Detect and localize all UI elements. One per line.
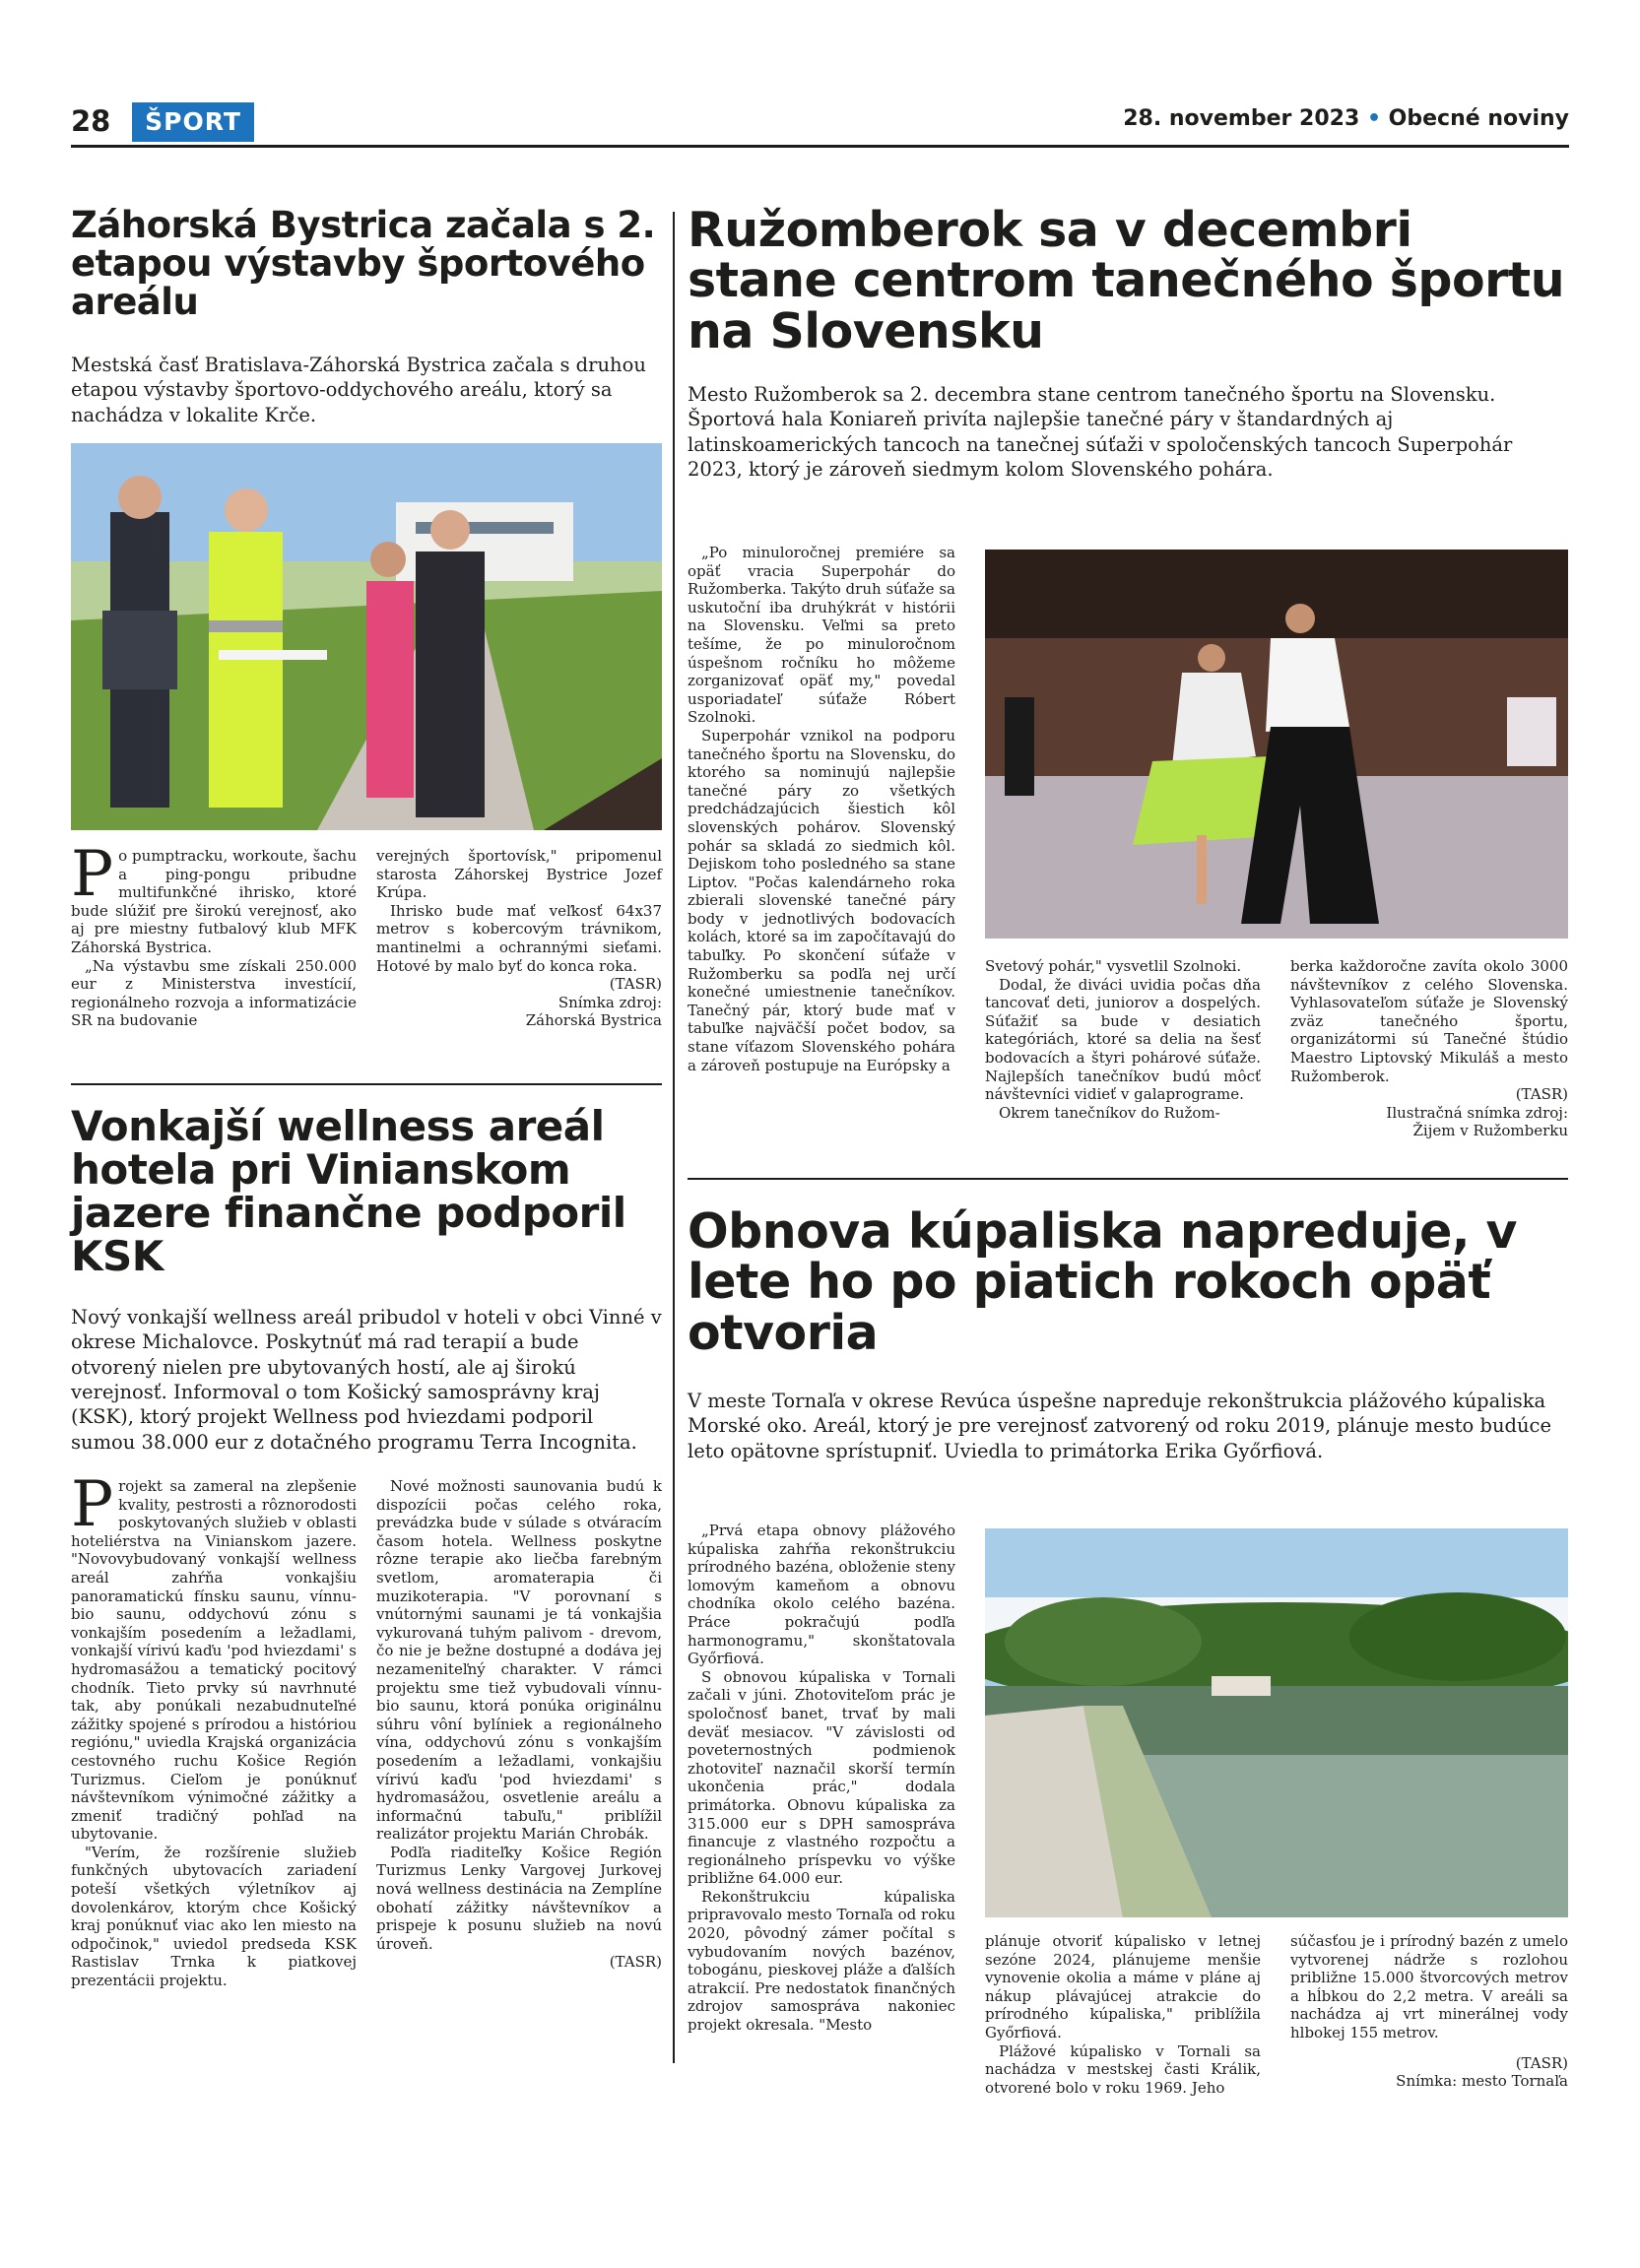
article3-source: (TASR) xyxy=(1515,1085,1568,1104)
article2-column-1: Projekt sa zameral na zlepšenie kvality, pestrosti a rôznorodosti poskytovaných služieb v oblasti hoteliérstva na Vinianskom jazere. "Novovybudovaný vonkajší wellness areál zahŕňa vonkajšiu panoramatickú fínsku saunu, vínnu-bio saunu, oddychovú zónu s vonkajším posedením a ležadlami, vonkajší vírivú kaďu 'pod hviezdami' s hydromasážou a tematický pocitový chodník. Tieto prvky sú navrhnuté tak, aby ponúkali nezabudnuteľné zážitky spojené s prírodou a históriou regiónu," uviedla Krajská organizácia cestovného ruchu Košice Región Turizmus. Cieľom je ponúknuť návštevníkom výnimočné zážitky a zmeniť tradičný pohľad na ubytovanie. "Verím, že rozšírenie služieb funkčných ubytovacích zariadení poteší všetkých výletníkov aj dovolenkárov, ktorým chce Košický kraj ponúknuť viac ako len miesto na odpočinok," uviedol predseda KSK Rastislav Trnka k piatkovej prezentácii projektu. xyxy=(71,1468,357,1990)
article4-photo xyxy=(985,1528,1568,1917)
photo-credit-label: Ilustračná snímka zdroj: xyxy=(1386,1103,1568,1122)
issue-date: 28. november 2023 • Obecné noviny xyxy=(1123,106,1569,131)
section-badge: ŠPORT xyxy=(132,102,254,142)
article2-lead: Nový vonkajší wellness areál pribudol v hoteli v obci Vinné v okrese Michalovce. Poskytnúť má rad terapií a bude otvorený nielen pre ubytovaných hostí, ale aj širokú verejnosť. Informoval o tom Košický samosprávny kraj (KSK), ktorý projekt Wellness pod hviezdami podporil sumou 38.000 eur z dotačného programu Terra Incognita. xyxy=(71,1306,662,1454)
article1-source: (TASR) xyxy=(609,975,662,994)
article2-source: (TASR) xyxy=(609,1953,662,1972)
article-separator xyxy=(688,1178,1568,1180)
article3-title: Ružomberok sa v decembri stane centrom tanečného športu na Slovensku xyxy=(688,202,1565,359)
article3-column-1: „Po minuloročnej premiére sa opäť vracia Superpohár do Ružomberka. Takýto druh súťaže sa uskutoční iba druhýkrát v histórii na Slovensku. Veľmi sa preto tešíme, že po minuloročnom úspešnom ročníku ho môžeme zorganizovať opäť my," povedal usporiadateľ súťaže Róbert Szolnoki. Superpohár vznikol na podporu tanečného športu na Slovensku, do ktorého sa nominujú najlepšie tanečné páry zo všetkých predchádzajúcich šiestich kôl slovenských pohárov. Slovenský pohár sa skladá zo siedmich kôl. Dejiskom toho posledného sa stane Liptov. "Počas kalendárneho roka zbierali slovenské tanečné páry body v jednotlivých bodovacích kolách, ktoré sa im započítavajú do tabuľky. Po skončení súťaže v Ružomberku sa podľa nej určí konečné umiestnenie tanečníkov. Tanečný pár, ktorý bude mať v tabuľke najväčší počet bodov, sa stane víťazom Slovenského pohára a zároveň postupuje na Európsky a xyxy=(688,544,955,1074)
article3-photo xyxy=(985,550,1568,939)
article4-lead: V meste Tornaľa v okrese Revúca úspešne napreduje rekonštrukcia plážového kúpaliska Morské oko. Areál, ktorý je pre verejnosť zatvorený od roku 2019, plánuje mesto budúce leto opätovne sprístupniť. Uviedla to primátorka Erika Győrfiová. xyxy=(688,1390,1552,1462)
column-divider xyxy=(673,212,675,2063)
article2-column-2: Nové možnosti saunovania budú k dispozícii počas celého roka, prevádzka bude v súlade s otváracím časom hotela. Wellness poskytne rôzne terapie ako liečba farebným svetlom, aromaterapia či muzikoterapia. "V porovnaní s vnútornými saunami je tá vonkajšia vykurovaná tuhým palivom - drevom, čo nie je bežne dostupné a dodáva jej nezameniteľný charakter. V rámci projektu sme tiež vybudovali vínnu-bio saunu, ktorá ponúka originálnu súhru vôní bylíniek a regionálneho vína, oddychovú zónu s vonkajším posedením a ležadlami, vonkajšiu vírivú kaďu 'pod hviezdami' s hydromasážou, osvetlenie areálu a informačnú tabuľu," priblížil realizátor projektu Marián Chrobák. Podľa riaditeľky Košice Región Turizmus Lenky Vargovej Jurkovej nová wellness destinácia na Zemplíne obohatí zážitky návštevníkov a prispeje k posunu služieb na novú úroveň. (TASR) xyxy=(376,1477,662,1972)
dropcap: P xyxy=(71,838,114,911)
publication-name: Obecné noviny xyxy=(1388,106,1569,131)
article1-column-1: Po pumptracku, workoute, šachu a ping-pongu pribudne multifunkčné ihrisko, ktoré bude slúžiť pre širokú verejnosť, ako aj pre miestny futbalový klub MFK Záhorská Bystrica. „Na výstavbu sme získali 250.000 eur z Ministerstva investícií, regionálneho rozvoja a informatizácie SR na budovanie xyxy=(71,838,357,1030)
page-header xyxy=(71,102,1569,148)
article1-lead: Mestská časť Bratislava-Záhorská Bystrica začala s druhou etapou výstavby športovo-oddychového areálu, ktorý sa nachádza v lokalite Krče. xyxy=(71,354,646,426)
article4-title: Obnova kúpaliska napreduje, v lete ho po piatich rokoch opäť otvoria xyxy=(688,1203,1517,1361)
photo-credit: Záhorská Bystrica xyxy=(525,1011,662,1030)
article4-source: (TASR) xyxy=(1515,2053,1568,2072)
article1-column-2: verejných športovísk," pripomenul starosta Záhorskej Bystrice Jozef Krúpa. Ihrisko bude mať veľkosť 64x37 metrov s kobercovým trávnikom, mantinelmi a ochrannými sieťami. Hotové by malo byť do konca roka. (TASR) Snímka zdroj: Záhorská Bystrica xyxy=(376,847,662,1030)
dropcap: P xyxy=(71,1468,114,1541)
article3-column-3: berka každoročne zavíta okolo 3000 návštevníkov z celého Slovenska. Vyhlasovateľom súťaže je Slovenský zväz tanečného športu, organizátormi sú Tanečné štúdio Maestro Liptovský Mikuláš a mesto Ružomberok. (TASR) Ilustračná snímka zdroj: Žijem v Ružomberku xyxy=(1290,957,1568,1140)
article4-column-1: „Prvá etapa obnovy plážového kúpaliska zahŕňa rekonštrukciu prírodného bazéna, obloženie steny lomovým kameňom a obnovu chodníka okolo celého bazéna. Práce pokračujú podľa harmonogramu," skonštatovala Győrfiová. S obnovou kúpaliska v Tornali začali v júni. Zhotoviteľom prác je spoločnosť banet, trvať by mali deväť mesiacov. "V závislosti od poveternostných podmienok zhotoviteľ naznačil skorší termín ukončenia prác," dodala primátorka. Obnovu kúpaliska za 315.000 eur s DPH samospráva financuje z vlastného rozpočtu a regionálneho príspevku vo výške približne 64.000 eur. Rekonštrukciu kúpaliska pripravovalo mesto Tornaľa od roku 2020, pôvodný zámer počítal s vybudovaním nových bazénov, tobogánu, pieskovej pláže a ďalších atrakcií. Pre nedostatok finančných zdrojov samospráva nakoniec projekt okresala. "Mesto xyxy=(688,1522,955,2035)
photo-credit-label: Snímka zdroj: xyxy=(558,993,662,1011)
article3-column-2: Svetový pohár," vysvetlil Szolnoki. Dodal, že diváci uvidia počas dňa tancovať deti, juniorov a dospelých. Súťažiť sa bude v desiatich kategóriách, ktoré sa delia na šesť bodovacích a štyri pohárové súťaže. Najlepších tanečníkov budú môcť návštevníci vidieť v galaprograme. Okrem tanečníkov do Ružom- xyxy=(985,957,1261,1122)
photo-credit: Snímka: mesto Tornaľa xyxy=(1396,2072,1568,2091)
page-number: 28 xyxy=(71,104,111,138)
article4-column-3: súčasťou je i prírodný bazén z umelo vytvorenej nádrže s rozlohou približne 15.000 štvorcových metrov a hĺbkou do 2,2 metra. V areáli sa nachádza aj vrt minerálnej vody hlbokej 155 metrov. (TASR) Snímka: mesto Tornaľa xyxy=(1290,1932,1568,2091)
article4-column-2: plánuje otvoriť kúpalisko v letnej sezóne 2024, plánujeme menšie vynovenie okolia a máme v pláne aj nákup plávajúcej atrakcie do prírodného kúpaliska," priblížila Győrfiová. Plážové kúpalisko v Tornali sa nachádza v mestskej časti Králik, otvorené bolo v roku 1969. Jeho xyxy=(985,1932,1261,2097)
article3-lead: Mesto Ružomberok sa 2. decembra stane centrom tanečného športu na Slovensku. Športová hala Koniareň privíta najlepšie tanečné páry v štandardných aj latinskoamerických tancoch na tanečnej súťaži v spoločenských tancoch Superpohár 2023, ktorý je zároveň siedmym kolom Slovenského pohára. xyxy=(688,383,1513,482)
article2-title: Vonkajší wellness areál hotela pri Vinianskom jazere finančne podporil KSK xyxy=(71,1102,626,1281)
article-separator xyxy=(71,1083,662,1085)
photo-credit: Žijem v Ružomberku xyxy=(1412,1122,1568,1140)
article1-title: Záhorská Bystrica začala s 2. etapou výstavby športového areálu xyxy=(71,204,656,323)
article1-photo xyxy=(71,443,662,830)
